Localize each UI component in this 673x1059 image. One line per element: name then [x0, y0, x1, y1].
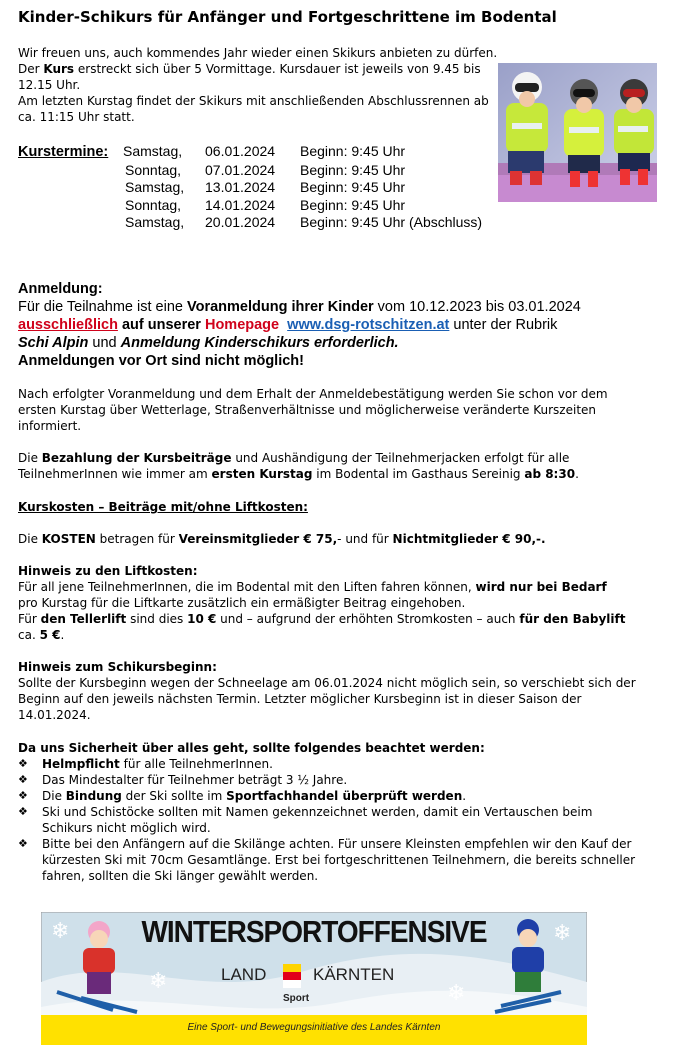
svg-text:❄: ❄ [553, 921, 572, 946]
term-day: Sonntag, [125, 196, 182, 213]
term-date: 07.01.2024 [205, 161, 276, 178]
list-item: ❖ Bitte bei den Anfängern auf die Skilänge achten. Für unsere Kleinsten empfehlen wir den Kauf der kürzesten Ski mit 70cm Gesamtlänge. Erst bei fortgeschrittenen Teilnehmern, die bereits schneller fahren, sollten die Ski länger gewählt werden. [18, 837, 636, 883]
voranmeldung-paragraph: Nach erfolgter Voranmeldung und dem Erhalt der Anmeldebestätigung werden Sie schon vor dem ersten Kurstag über Wetterlage, Straßenverhältnisse und möglicherweise veränderte Kurszeiten informiert. [18, 387, 608, 433]
kurstermine-section [18, 143, 482, 232]
intro-line: Wir freuen uns, auch kommendes Jahr wieder einen Skikurs anbieten zu dürfen. [18, 46, 498, 60]
intro-line: Am letzten Kurstag findet der Skikurs mit anschließenden Abschlussrennen ab [18, 94, 489, 108]
list-item: ❖ Helmpflicht für alle TeilnehmerInnen. [18, 757, 273, 771]
list-item: ❖ Das Mindestalter für Teilnehmer beträgt 3 ½ Jahre. [18, 773, 348, 787]
bullet-icon: ❖ [18, 789, 28, 802]
banner-land: LAND [221, 965, 267, 984]
term-time: Beginn: 9:45 Uhr [300, 179, 406, 196]
term-day: Samstag, [125, 214, 185, 231]
term-time: Beginn: 9:45 Uhr [300, 161, 406, 178]
banner-kaernten: KÄRNTEN [313, 965, 395, 984]
bullet-icon: ❖ [18, 773, 28, 786]
schikursbeginn-heading: Hinweis zum Schikursbeginn: [18, 660, 217, 674]
anmeldung-section [18, 280, 581, 370]
kosten-paragraph: Die KOSTEN betragen für Vereinsmitglieder € 75,- und für Nichtmitglieder € 90,-. [18, 532, 546, 546]
kosten-heading: Kurskosten – Beiträge mit/ohne Liftkosten: [18, 500, 308, 514]
intro-line: ca. 11:15 Uhr statt. [18, 110, 135, 124]
anmeldung-line: Schi Alpin und Anmeldung Kinderschikurs erforderlich. [18, 335, 399, 351]
intro-line: Der Kurs erstreckt sich über 5 Vormittage. Kursdauer ist jeweils von 9.45 bis [18, 62, 481, 76]
bullet-icon: ❖ [18, 837, 28, 850]
list-item: ❖ Die Bindung der Ski sollte im Sportfachhandel überprüft werden. [18, 789, 467, 803]
banner-sport: Sport [283, 993, 310, 1004]
term-day: Samstag, [125, 179, 185, 196]
sicherheit-heading: Da uns Sicherheit über alles geht, sollte folgendes beachtet werden: [18, 741, 485, 755]
term-date: 06.01.2024 [205, 143, 276, 159]
liftkosten-heading: Hinweis zu den Liftkosten: [18, 564, 198, 578]
bullet-icon: ❖ [18, 805, 28, 818]
term-day: Sonntag, [125, 161, 182, 178]
banner-title: WINTERSPORTOFFENSIVE [141, 914, 487, 949]
term-time: Beginn: 9:45 Uhr [300, 143, 406, 159]
term-date: 13.01.2024 [205, 179, 276, 196]
term-time: Beginn: 9:45 Uhr (Abschluss) [300, 214, 483, 231]
page-title: Kinder-Schikurs für Anfänger und Fortgeschrittene im Bodental [18, 8, 557, 26]
anmeldung-line: ausschließlich auf unserer Homepage www.dsg-rotschitzen.at unter der Rubrik [18, 317, 558, 333]
sicherheit-section [18, 740, 658, 884]
list-item: ❖ Ski und Schistöcke sollten mit Namen gekennzeichnet werden, damit ein Vertauschen beim Schikurs nicht möglich wird. [18, 805, 593, 835]
banner-footer: Eine Sport- und Bewegungsinitiative des Landes Kärnten [187, 1022, 441, 1033]
wintersportoffensive-banner [41, 912, 587, 1045]
homepage-link[interactable]: www.dsg-rotschitzen.at [287, 317, 450, 333]
svg-text:❄: ❄ [149, 969, 168, 994]
term-date: 14.01.2024 [205, 196, 276, 213]
liftkosten-section: Hinweis zu den Liftkosten: Für all jene TeilnehmerInnen, die im Bodental mit den Liften fahren können, wird nur bei Bedarf pro Kurstag für die Liftkarte zusätzlich ein ermäßigter Beitrag eingehoben. Für den Tellerlift sind dies 10 € und – aufgrund der erhöhten Stromkosten – auch für den Babylift ca. 5 €. [18, 564, 626, 642]
bezahlung-paragraph: Die Bezahlung der Kursbeiträge und Aushändigung der Teilnehmerjacken erfolgt für alle TeilnehmerInnen wie immer am ersten Kurstag im Bodental im Gasthaus Sereinig ab 8:30. [18, 451, 579, 481]
kurstermine-label: Kurstermine: [18, 144, 109, 160]
anmeldung-heading: Anmeldung: [18, 281, 103, 297]
intro-line: 12.15 Uhr. [18, 78, 81, 92]
term-date: 20.01.2024 [205, 214, 276, 231]
svg-text:❄: ❄ [447, 981, 466, 1006]
kids-ski-photo [498, 63, 657, 202]
anmeldung-line: Für die Teilnahme ist eine Voranmeldung ihrer Kinder vom 10.12.2023 bis 03.01.2024 [18, 299, 581, 315]
schikursbeginn-section: Hinweis zum Schikursbeginn: Sollte der Kursbeginn wegen der Schneelage am 06.01.2024 nicht möglich sein, so verschiebt sich der Beginn auf den jeweils nächsten Termin. Letzter möglicher Kursbeginn ist in dieser Saison der 14.01.2024. [18, 660, 636, 722]
svg-text:❄: ❄ [51, 919, 70, 944]
term-day: Samstag, [123, 143, 183, 159]
anmeldung-note: Anmeldungen vor Ort sind nicht möglich! [18, 353, 304, 369]
intro-paragraph [18, 45, 497, 125]
term-time: Beginn: 9:45 Uhr [300, 196, 406, 213]
bullet-icon: ❖ [18, 757, 28, 770]
